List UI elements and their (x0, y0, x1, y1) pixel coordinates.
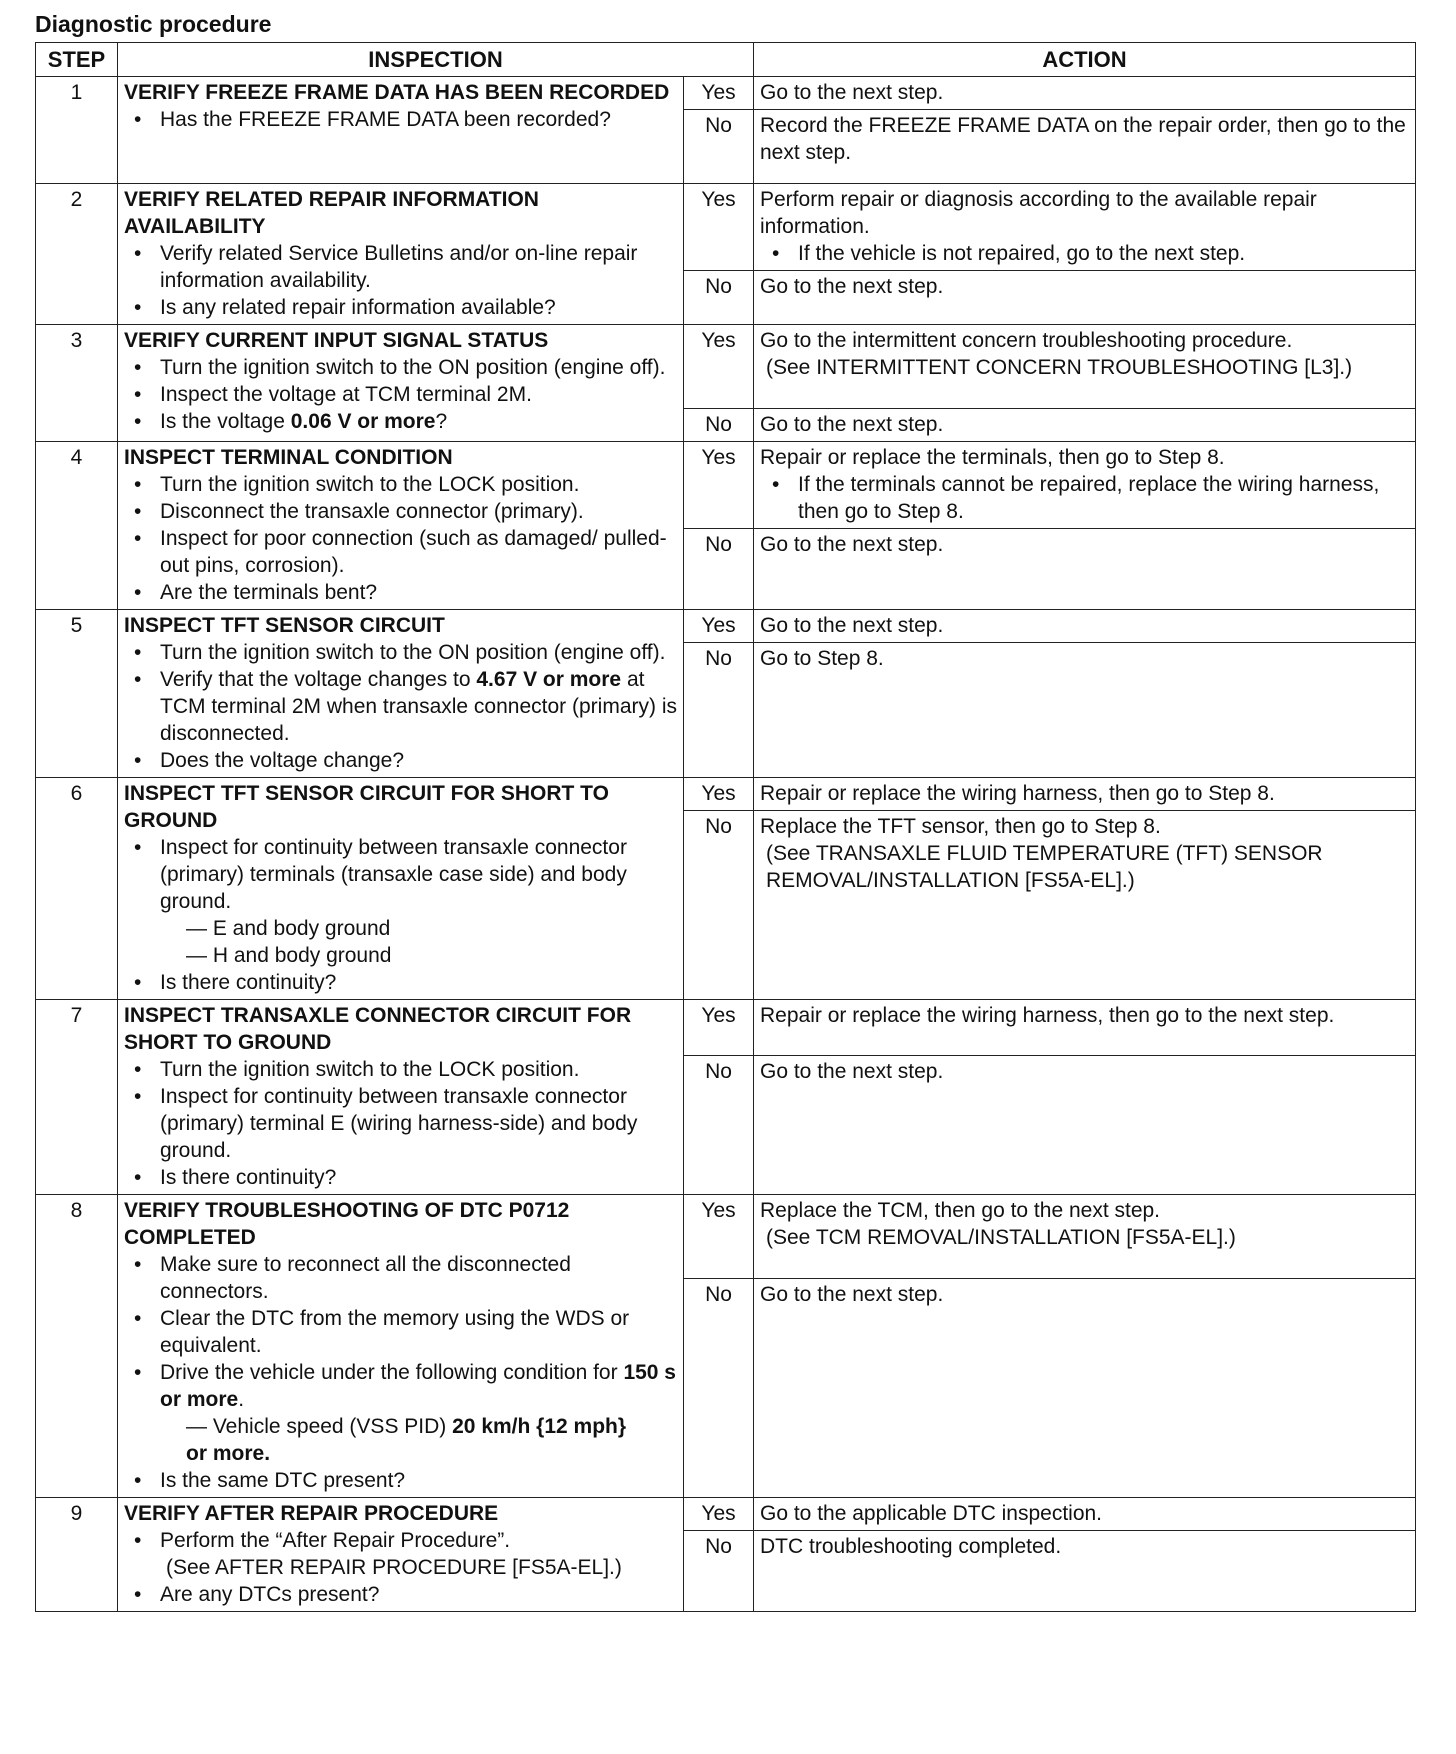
inspection-bullet: • Turn the ignition switch to the LOCK position. (160, 471, 677, 498)
inspection-cell (118, 184, 684, 325)
yes-label: Yes (684, 442, 754, 529)
inspection-cell (118, 1498, 684, 1612)
inspection-bullet: • Inspect the voltage at TCM terminal 2M. (160, 381, 677, 408)
inspection-cell (118, 1000, 684, 1195)
inspection-bullet: • Disconnect the transaxle connector (primary). (160, 498, 677, 525)
inspection-bullet: • Turn the ignition switch to the ON position (engine off). (160, 639, 677, 666)
table-row (36, 778, 1416, 811)
yes-label: Yes (684, 1498, 754, 1531)
inspection-cell (118, 778, 684, 1000)
no-label: No (684, 643, 754, 778)
inspection-bullet: • Are the terminals bent? (160, 579, 677, 606)
step-heading: VERIFY AFTER REPAIR PROCEDURE (124, 1502, 499, 1525)
inspection-bullet: • Inspect for continuity between transaxle connector (primary) terminals (transaxle case side) and body ground. — E and body ground — H and body ground (160, 834, 677, 969)
step-number: 2 (36, 184, 118, 325)
step-number: 1 (36, 77, 118, 184)
reference-link[interactable]: (See TRANSAXLE FLUID TEMPERATURE (TFT) SENSOR REMOVAL/INSTALLATION [FS5A-EL].) (766, 842, 1323, 892)
step-number: 7 (36, 1000, 118, 1195)
yes-action-cell (754, 442, 1416, 529)
step-number: 3 (36, 325, 118, 442)
no-label: No (684, 1056, 754, 1195)
step-heading: INSPECT TFT SENSOR CIRCUIT (124, 614, 445, 637)
step-number: 4 (36, 442, 118, 610)
table-row (36, 610, 1416, 643)
step-heading: INSPECT TFT SENSOR CIRCUIT FOR SHORT TO GROUND (124, 782, 609, 832)
no-action: Go to the next step. (754, 1056, 1416, 1195)
yes-label: Yes (684, 325, 754, 409)
step-number: 8 (36, 1195, 118, 1498)
inspection-bullet: • Inspect for poor connection (such as damaged/ pulled-out pins, corrosion). (160, 525, 677, 579)
inspection-bullet: • Is there continuity? (160, 1164, 677, 1191)
step-heading: VERIFY RELATED REPAIR INFORMATION AVAILABILITY (124, 188, 539, 238)
inspection-cell (118, 610, 684, 778)
yes-action-cell (754, 1195, 1416, 1279)
no-action: Go to the next step. (754, 271, 1416, 325)
yes-action: Perform repair or diagnosis according to the available repair information. (760, 188, 1317, 238)
no-action-cell (754, 811, 1416, 1000)
table-header-row (36, 43, 1416, 77)
table-row (36, 325, 1416, 409)
no-label: No (684, 271, 754, 325)
header-action: ACTION (754, 43, 1416, 77)
reference-link[interactable]: (See TCM REMOVAL/INSTALLATION [FS5A-EL].) (766, 1226, 1236, 1249)
sub-condition: — E and body ground (186, 917, 391, 940)
inspection-bullet: • Has the FREEZE FRAME DATA been recorded? (160, 106, 677, 133)
diagnostic-table (35, 42, 1416, 1612)
inspection-bullet: • Make sure to reconnect all the disconnected connectors. (160, 1251, 677, 1305)
yes-label: Yes (684, 1000, 754, 1056)
yes-action: Replace the TCM, then go to the next step. (760, 1199, 1161, 1222)
yes-action: Repair or replace the wiring harness, then go to Step 8. (754, 778, 1416, 811)
yes-action-cell (754, 184, 1416, 271)
no-action: Replace the TFT sensor, then go to Step 8. (760, 815, 1161, 838)
yes-action: Repair or replace the terminals, then go to Step 8. (760, 446, 1225, 469)
step-number: 6 (36, 778, 118, 1000)
step-heading: VERIFY TROUBLESHOOTING OF DTC P0712 COMPLETED (124, 1199, 570, 1249)
inspection-bullet: • Verify that the voltage changes to 4.67 V or more at TCM terminal 2M when transaxle connector (primary) is disconnected. (160, 666, 677, 747)
no-action: Go to the next step. (754, 1279, 1416, 1498)
reference-link[interactable]: (See INTERMITTENT CONCERN TROUBLESHOOTING [L3].) (766, 356, 1353, 379)
inspection-bullet: • Turn the ignition switch to the ON position (engine off). (160, 354, 677, 381)
no-label: No (684, 529, 754, 610)
inspection-cell (118, 442, 684, 610)
inspection-bullet: • Inspect for continuity between transaxle connector (primary) terminal E (wiring harness-side) and body ground. (160, 1083, 677, 1164)
action-bullet: • If the vehicle is not repaired, go to the next step. (798, 240, 1409, 267)
step-number: 5 (36, 610, 118, 778)
no-action: Go to the next step. (754, 409, 1416, 442)
step-heading: INSPECT TRANSAXLE CONNECTOR CIRCUIT FOR SHORT TO GROUND (124, 1004, 632, 1054)
step-number: 9 (36, 1498, 118, 1612)
yes-action: Go to the next step. (754, 610, 1416, 643)
inspection-bullet: • Clear the DTC from the memory using the WDS or equivalent. (160, 1305, 677, 1359)
step-heading: VERIFY FREEZE FRAME DATA HAS BEEN RECORDED (124, 81, 670, 104)
no-label: No (684, 409, 754, 442)
sub-condition-cont: or more. (186, 1442, 271, 1465)
inspection-bullet: • Drive the vehicle under the following condition for 150 s or more. — Vehicle speed (VSS PID) 20 km/h {12 mph} or more. (160, 1359, 677, 1467)
no-label: No (684, 1279, 754, 1498)
sub-condition: — H and body ground (186, 944, 392, 967)
table-row (36, 77, 1416, 110)
inspection-cell (118, 77, 684, 184)
inspection-bullet: • Perform the “After Repair Procedure”. (See AFTER REPAIR PROCEDURE [FS5A-EL].) (160, 1527, 677, 1581)
inspection-bullet: • Does the voltage change? (160, 747, 677, 774)
table-row (36, 1000, 1416, 1056)
header-inspection: INSPECTION (118, 43, 754, 77)
yes-label: Yes (684, 1195, 754, 1279)
no-label: No (684, 110, 754, 184)
no-label: No (684, 1531, 754, 1612)
yes-action: Go to the intermittent concern troubleshooting procedure. (760, 329, 1293, 352)
table-row (36, 184, 1416, 271)
inspection-bullet: • Is the same DTC present? (160, 1467, 677, 1494)
table-row (36, 1498, 1416, 1531)
step-heading: INSPECT TERMINAL CONDITION (124, 446, 453, 469)
yes-label: Yes (684, 184, 754, 271)
inspection-cell (118, 1195, 684, 1498)
inspection-cell (118, 325, 684, 442)
inspection-bullet: • Verify related Service Bulletins and/or on-line repair information availability. (160, 240, 677, 294)
sub-condition: — Vehicle speed (VSS PID) 20 km/h {12 mph} (186, 1415, 627, 1438)
no-label: No (684, 811, 754, 1000)
yes-label: Yes (684, 610, 754, 643)
action-bullet: • If the terminals cannot be repaired, replace the wiring harness, then go to Step 8. (798, 471, 1409, 525)
yes-action: Repair or replace the wiring harness, then go to the next step. (754, 1000, 1416, 1056)
no-action: Go to the next step. (754, 529, 1416, 610)
no-action: DTC troubleshooting completed. (754, 1531, 1416, 1612)
inspection-bullet: • Is any related repair information available? (160, 294, 677, 321)
yes-action: Go to the applicable DTC inspection. (754, 1498, 1416, 1531)
inspection-bullet: • Is the voltage 0.06 V or more? (160, 408, 677, 435)
inspection-bullet: • Is there continuity? (160, 969, 677, 996)
inspection-bullet: • Are any DTCs present? (160, 1581, 677, 1608)
header-step: STEP (36, 43, 118, 77)
yes-action-cell (754, 325, 1416, 409)
reference-link[interactable]: (See AFTER REPAIR PROCEDURE [FS5A-EL].) (166, 1556, 622, 1579)
page-title: Diagnostic procedure (35, 11, 272, 37)
step-heading: VERIFY CURRENT INPUT SIGNAL STATUS (124, 329, 549, 352)
table-row (36, 1195, 1416, 1279)
yes-action: Go to the next step. (754, 77, 1416, 110)
yes-label: Yes (684, 778, 754, 811)
no-action: Record the FREEZE FRAME DATA on the repair order, then go to the next step. (754, 110, 1416, 184)
no-action: Go to Step 8. (754, 643, 1416, 778)
yes-label: Yes (684, 77, 754, 110)
table-row (36, 442, 1416, 529)
inspection-bullet: • Turn the ignition switch to the LOCK position. (160, 1056, 677, 1083)
